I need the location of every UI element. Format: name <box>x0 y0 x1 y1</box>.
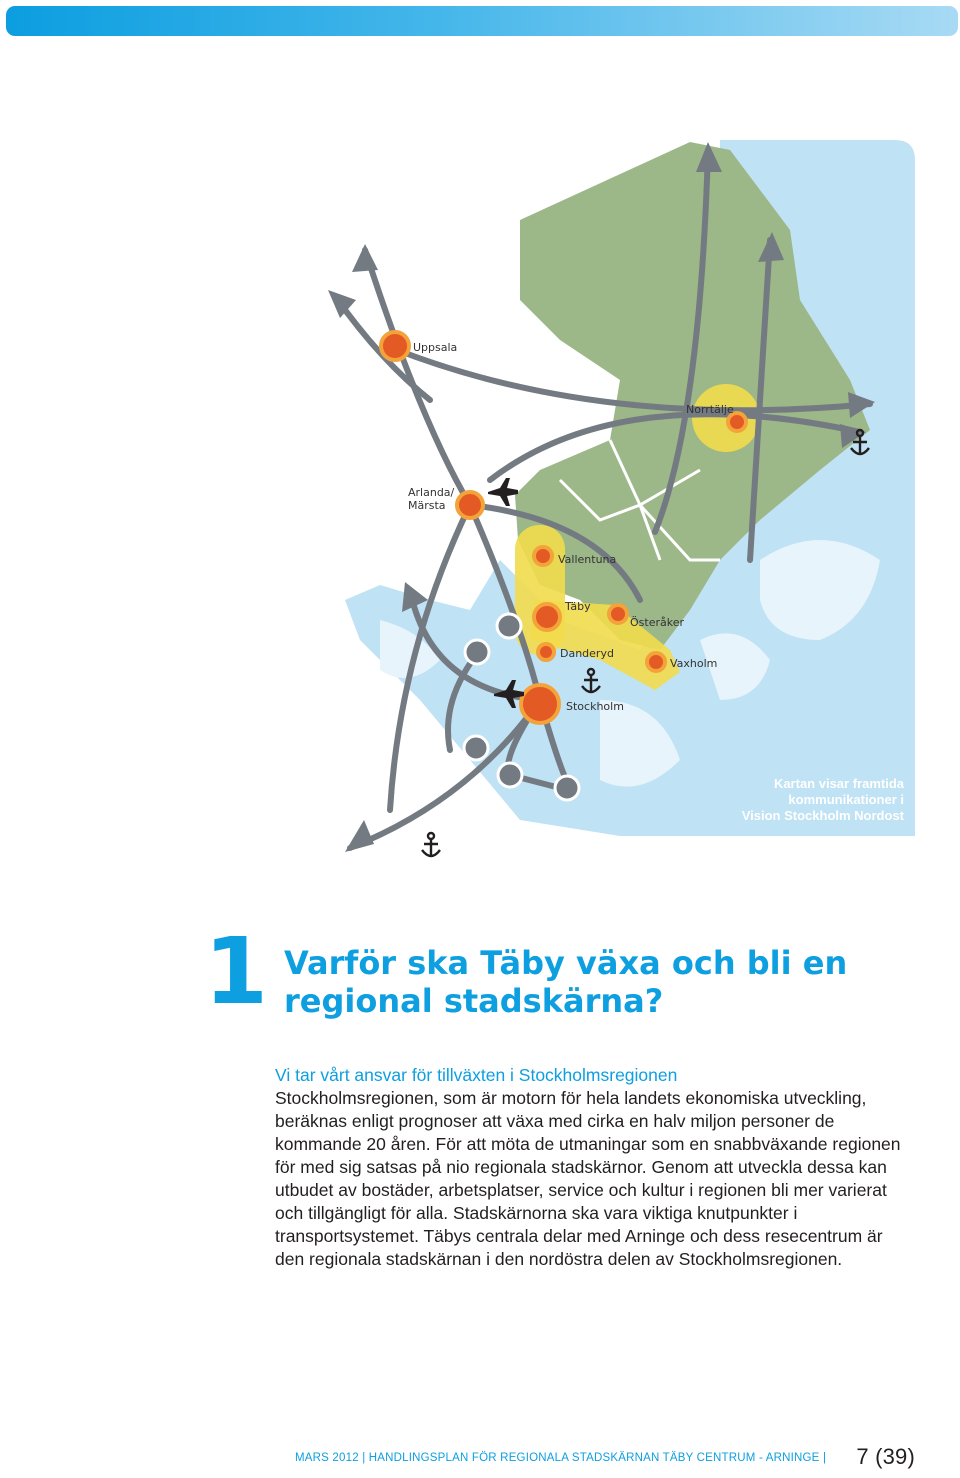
footer-text: MARS 2012 | HANDLINGSPLAN FÖR REGIONALA STADSKÄRNAN TÄBY CENTRUM - ARNINGE | <box>295 1452 827 1464</box>
label-norrtalje: Norrtälje <box>686 403 734 416</box>
node-osteraker <box>609 605 627 623</box>
node-danderyd <box>538 644 554 660</box>
label-marsta: Märsta <box>408 499 446 512</box>
label-taby: Täby <box>565 600 591 613</box>
node-taby <box>534 604 560 630</box>
map-caption: Kartan visar framtida kommunikationer i Vision Stockholm Nordost <box>741 776 904 823</box>
page-footer <box>295 1444 925 1478</box>
label-vallentuna: Vallentuna <box>558 553 617 566</box>
label-vaxholm: Vaxholm <box>670 657 718 670</box>
chapter-number: 1 <box>203 918 268 1025</box>
node-vaxholm <box>647 653 665 671</box>
label-arlanda: Arlanda/ <box>408 486 455 499</box>
label-uppsala: Uppsala <box>413 341 458 354</box>
body-paragraph: Stockholmsregionen, som är motorn för hela landets ekonomiska utveckling, beräknas enligt prognoser att växa med cirka en halv miljon personer de kommande 20 åren. För att möta de utmaningar som en snabbväxande regionen för med sig satsas på nio regionala stadskärnor. Genom att utveckla dessa kan utbudet av bostäder, arbetsplatser, service och kultur i regionen bli mer varierat och tillgängligt för alla. Stadskärnorna ska vara viktiga knutpunkter i transportsystemet. Täbys centrala delar med Arninge och dess resecentrum är den regionala stadskärnan i den nordöstra delen av Stockholmsregionen. <box>275 1088 901 1269</box>
node-uppsala <box>381 332 409 360</box>
node-stockholm <box>521 685 559 723</box>
label-danderyd: Danderyd <box>560 647 614 660</box>
chapter-title: Varför ska Täby växa och bli en regional stadskärna? <box>284 944 848 1020</box>
node-vallentuna <box>534 547 552 565</box>
airplane-icon <box>488 478 518 506</box>
anchor-icon <box>422 833 440 856</box>
body-text <box>275 1064 915 1271</box>
lead-heading: Vi tar vårt ansvar för tillväxten i Stockholmsregionen <box>275 1065 678 1085</box>
label-stockholm: Stockholm <box>566 700 624 713</box>
page-number: 7 (39) <box>856 1444 915 1469</box>
label-osteraker: Österåker <box>630 616 685 629</box>
node-arlanda <box>457 492 483 518</box>
